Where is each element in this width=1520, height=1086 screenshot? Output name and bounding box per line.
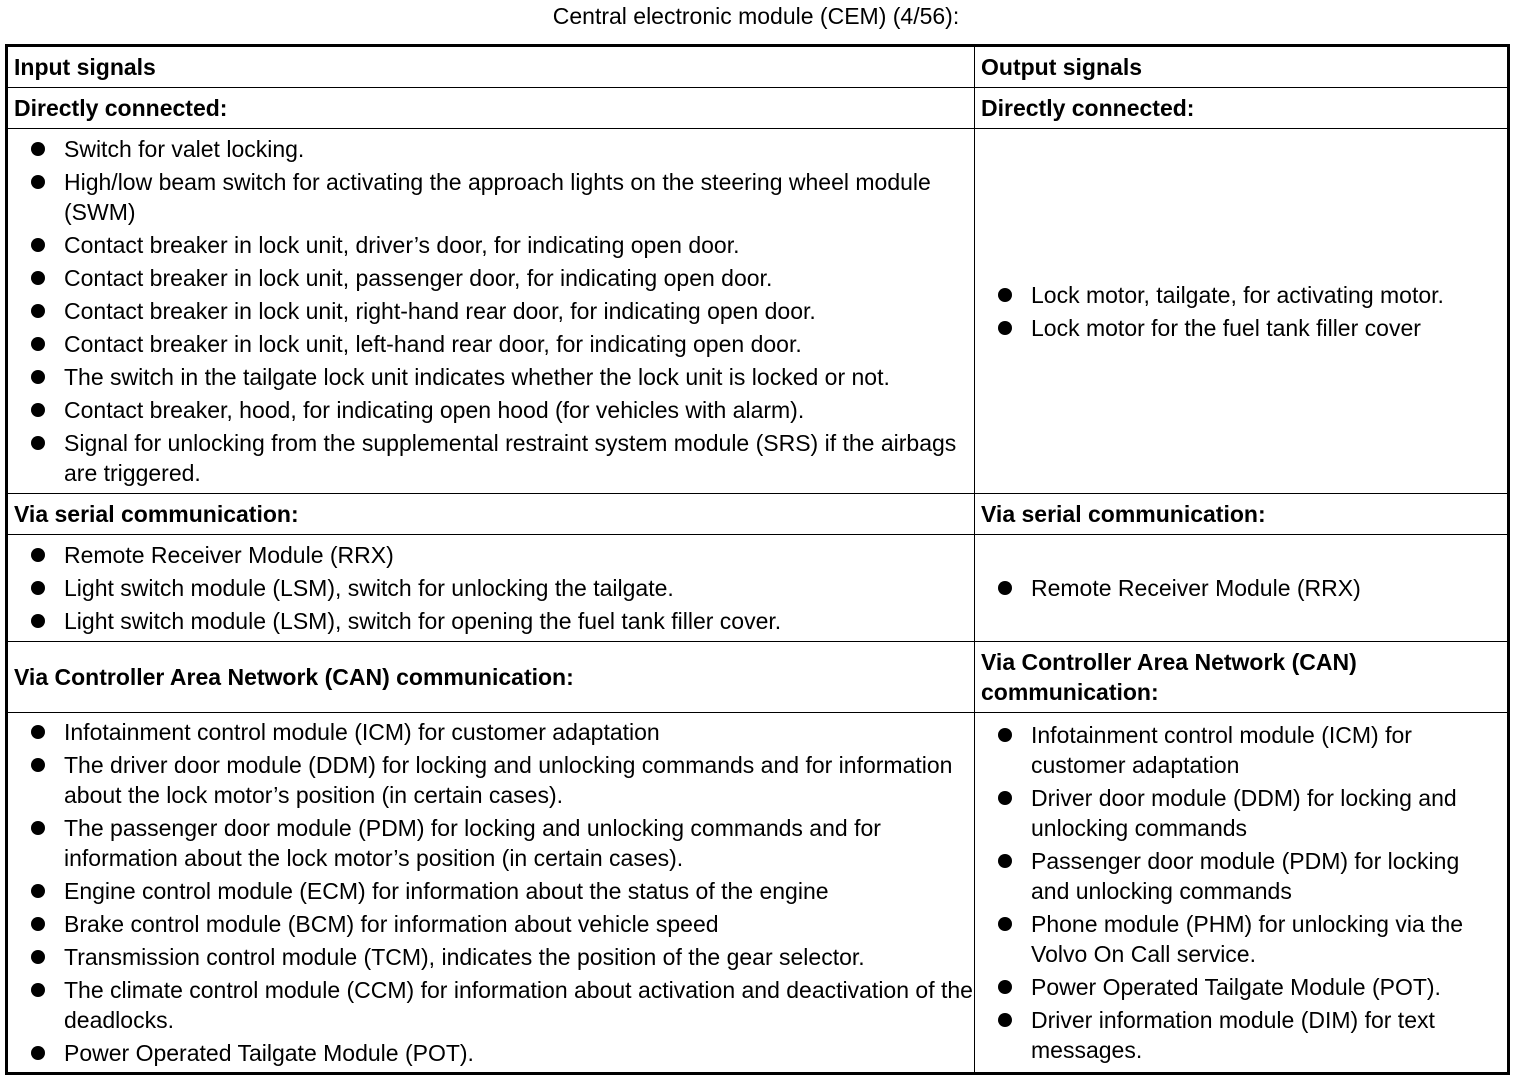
- section-content-row: [7, 129, 1509, 494]
- section-title-output: Via Controller Area Network (CAN) communication:: [975, 642, 1509, 713]
- list-item: [975, 1005, 1507, 1065]
- section-title-row: [7, 88, 1509, 129]
- output-list-cell: [975, 713, 1509, 1074]
- table-header-row: [7, 46, 1509, 88]
- list-item: [8, 573, 974, 603]
- list-item-text: Contact breaker in lock unit, driver’s door, for indicating open door.: [64, 232, 740, 258]
- list-item: [975, 783, 1507, 843]
- list-item-text: Contact breaker, hood, for indicating open hood (for vehicles with alarm).: [64, 397, 805, 423]
- bullet-icon: [31, 403, 45, 417]
- output-list-cell: [975, 535, 1509, 642]
- list-item-text: Lock motor for the fuel tank filler cover: [1031, 314, 1421, 341]
- list-item: [8, 230, 974, 260]
- list-item: [8, 296, 974, 326]
- output-signals-header: Output signals: [975, 46, 1509, 88]
- list-item: [8, 134, 974, 164]
- input-list-cell: [7, 129, 975, 494]
- list-item-text: Contact breaker in lock unit, right-hand rear door, for indicating open door.: [64, 298, 816, 324]
- list-item-text: Driver door module (DDM) for locking and unlocking commands: [1031, 785, 1457, 841]
- bullet-icon: [31, 337, 45, 351]
- input-list-cell: [7, 713, 975, 1074]
- list-item: [8, 395, 974, 425]
- bullet-icon: [31, 370, 45, 384]
- bullet-icon: [31, 548, 45, 562]
- list-item-text: Switch for valet locking.: [64, 136, 305, 162]
- list-item: [8, 975, 974, 1035]
- bullet-icon: [31, 175, 45, 189]
- output-signal-list: [975, 569, 1507, 607]
- bullet-icon: [998, 321, 1012, 335]
- bullet-icon: [31, 271, 45, 285]
- list-item: [8, 167, 974, 227]
- list-item: [8, 263, 974, 293]
- list-item-text: Signal for unlocking from the supplemental restraint system module (SRS) if the airbags are triggered.: [64, 430, 957, 486]
- list-item-text: Phone module (PHM) for unlocking via the Volvo On Call service.: [1031, 911, 1464, 967]
- section-title-output: Directly connected:: [975, 88, 1509, 129]
- bullet-icon: [31, 581, 45, 595]
- bullet-icon: [31, 983, 45, 997]
- bullet-icon: [998, 917, 1012, 931]
- bullet-icon: [998, 728, 1012, 742]
- section-title-row: [7, 494, 1509, 535]
- list-item: [975, 573, 1507, 603]
- document-caption: Central electronic module (CEM) (4/56):: [552, 3, 960, 29]
- list-item-text: The passenger door module (PDM) for locking and unlocking commands and for information about the lock motor’s position (in certain cases).: [64, 815, 881, 871]
- list-item-text: The switch in the tailgate lock unit indicates whether the lock unit is locked or not.: [64, 364, 890, 390]
- list-item: [8, 876, 974, 906]
- list-item: [975, 720, 1507, 780]
- list-item-text: Remote Receiver Module (RRX): [1031, 575, 1361, 601]
- output-list-cell: [975, 129, 1509, 494]
- list-item: [8, 1038, 974, 1068]
- list-item-text: Engine control module (ECM) for information about the status of the engine: [64, 878, 829, 904]
- section-title-input: Via serial communication:: [7, 494, 975, 535]
- input-signals-header: Input signals: [7, 46, 975, 88]
- input-signal-list: [8, 713, 974, 1072]
- list-item-text: Light switch module (LSM), switch for opening the fuel tank filler cover.: [64, 608, 782, 634]
- list-item-text: Transmission control module (TCM), indicates the position of the gear selector.: [64, 944, 865, 970]
- list-item-text: Contact breaker in lock unit, passenger door, for indicating open door.: [64, 265, 773, 291]
- input-signal-list: [8, 536, 974, 640]
- list-item: [975, 313, 1507, 343]
- list-item: [8, 329, 974, 359]
- list-item-text: Light switch module (LSM), switch for unlocking the tailgate.: [64, 575, 674, 601]
- list-item: [8, 813, 974, 873]
- list-item-text: Brake control module (BCM) for information about vehicle speed: [64, 911, 719, 937]
- list-item: [8, 540, 974, 570]
- list-item: [975, 909, 1507, 969]
- bullet-icon: [998, 1013, 1012, 1027]
- bullet-icon: [998, 791, 1012, 805]
- list-item-text: The driver door module (DDM) for locking and unlocking commands and for information about the lock motor’s position (in certain cases).: [64, 752, 953, 808]
- list-item-text: Lock motor, tailgate, for activating motor.: [1031, 281, 1444, 308]
- list-item-text: Infotainment control module (ICM) for customer adaptation: [64, 719, 660, 745]
- list-item: [8, 606, 974, 636]
- bullet-icon: [31, 436, 45, 450]
- list-item: [8, 750, 974, 810]
- list-item-text: Driver information module (DIM) for text messages.: [1031, 1007, 1435, 1063]
- input-signal-list: [8, 130, 974, 492]
- bullet-icon: [31, 917, 45, 931]
- bullet-icon: [31, 1046, 45, 1060]
- list-item-text: Power Operated Tailgate Module (POT).: [64, 1040, 474, 1066]
- list-item-text: Contact breaker in lock unit, left-hand rear door, for indicating open door.: [64, 331, 802, 357]
- list-item: [8, 428, 974, 488]
- list-item: [975, 972, 1507, 1002]
- list-item: [975, 280, 1507, 310]
- list-item-text: Passenger door module (PDM) for locking and unlocking commands: [1031, 848, 1460, 904]
- list-item: [8, 942, 974, 972]
- bullet-icon: [31, 884, 45, 898]
- bullet-icon: [998, 288, 1012, 302]
- section-title-row: [7, 642, 1509, 713]
- bullet-icon: [31, 238, 45, 252]
- bullet-icon: [31, 725, 45, 739]
- output-signal-list: [975, 276, 1507, 347]
- bullet-icon: [31, 614, 45, 628]
- list-item-text: The climate control module (CCM) for information about activation and deactivation of the deadlocks.: [64, 977, 973, 1033]
- list-item-text: Power Operated Tailgate Module (POT).: [1031, 974, 1441, 1000]
- bullet-icon: [31, 142, 45, 156]
- bullet-icon: [31, 758, 45, 772]
- list-item-text: Remote Receiver Module (RRX): [64, 542, 394, 568]
- list-item: [8, 362, 974, 392]
- section-title-input: Directly connected:: [7, 88, 975, 129]
- bullet-icon: [31, 821, 45, 835]
- list-item: [8, 909, 974, 939]
- list-item: [8, 717, 974, 747]
- section-title-input: Via Controller Area Network (CAN) communication:: [7, 642, 975, 713]
- section-title-output: Via serial communication:: [975, 494, 1509, 535]
- input-list-cell: [7, 535, 975, 642]
- list-item-text: High/low beam switch for activating the approach lights on the steering wheel module (SWM): [64, 169, 931, 225]
- bullet-icon: [998, 980, 1012, 994]
- bullet-icon: [31, 950, 45, 964]
- list-item-text: Infotainment control module (ICM) for customer adaptation: [1031, 722, 1412, 778]
- list-item: [975, 846, 1507, 906]
- output-signal-list: [975, 716, 1507, 1069]
- bullet-icon: [31, 304, 45, 318]
- bullet-icon: [998, 581, 1012, 595]
- section-content-row: [7, 535, 1509, 642]
- signals-table: [5, 44, 1510, 1075]
- bullet-icon: [998, 854, 1012, 868]
- section-content-row: [7, 713, 1509, 1074]
